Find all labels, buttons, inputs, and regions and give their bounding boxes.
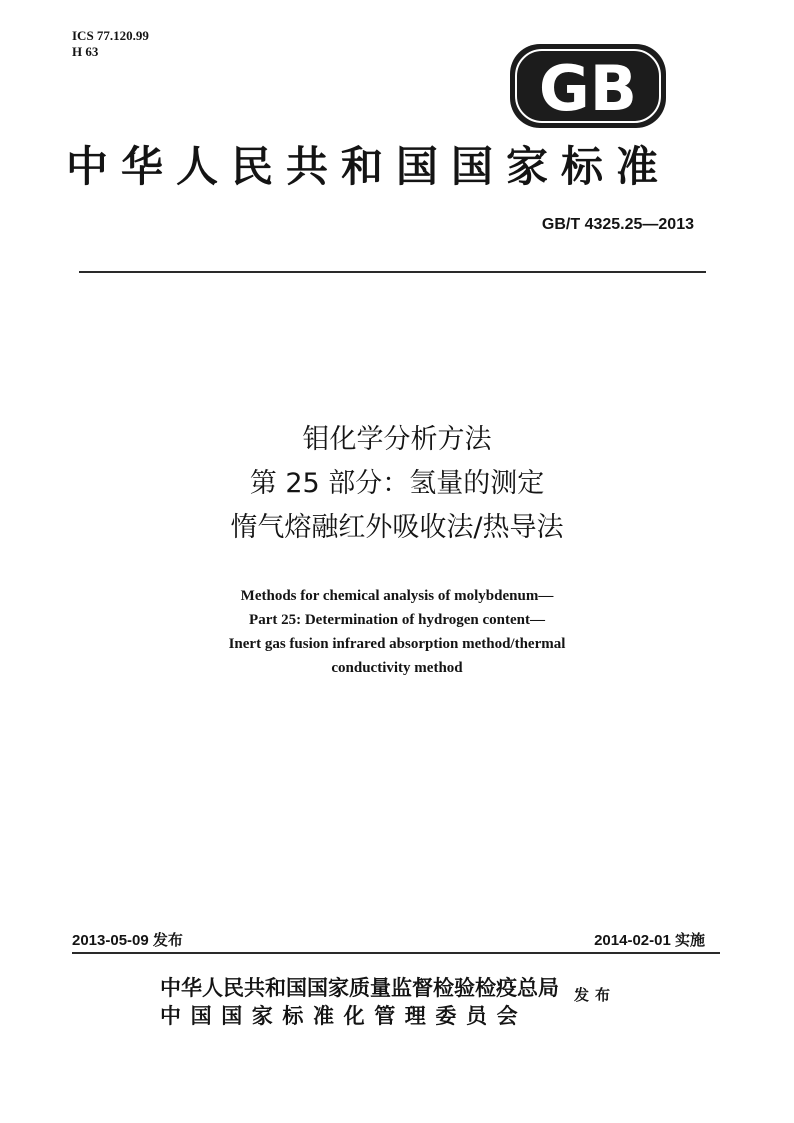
- chinese-title-line-1: 钼化学分析方法: [302, 424, 492, 455]
- english-title-line-3: Inert gas fusion infrared absorption method/thermal: [228, 636, 566, 652]
- chinese-title-line-3: 惰气熔融红外吸收法/热导法: [230, 512, 564, 543]
- chinese-title: [0, 418, 794, 550]
- english-title-line-2: Part 25: Determination of hydrogen content—: [249, 612, 545, 628]
- english-title-line-1: Methods for chemical analysis of molybdenum—: [240, 588, 554, 604]
- classification-codes: [72, 28, 149, 60]
- issuer-line-1: 中华人民共和国国家质量监督检验检疫总局: [160, 976, 559, 1000]
- ccs-code: H 63: [72, 44, 99, 59]
- publish-label: 发布: [574, 986, 617, 1004]
- issue-date: 2013-05-09 发布: [72, 932, 183, 949]
- footer-divider: [72, 952, 720, 954]
- logo-text: GB: [538, 52, 638, 125]
- english-title: [0, 584, 794, 680]
- header-divider: [79, 271, 706, 273]
- implementation-date: 2014-02-01 实施: [594, 932, 705, 949]
- chinese-title-line-2: 第 25 部分：氢量的测定: [249, 468, 545, 499]
- gb-logo: [508, 42, 668, 130]
- national-standard-title: 中华人民共和国国家标准: [66, 142, 672, 191]
- issuing-authorities: [160, 974, 559, 1030]
- standard-number: GB/T 4325.25—2013: [541, 216, 694, 233]
- ics-code: ICS 77.120.99: [72, 28, 149, 43]
- issuer-line-2: 中国国家标准化管理委员会: [160, 1004, 528, 1028]
- english-title-line-4: conductivity method: [331, 660, 463, 676]
